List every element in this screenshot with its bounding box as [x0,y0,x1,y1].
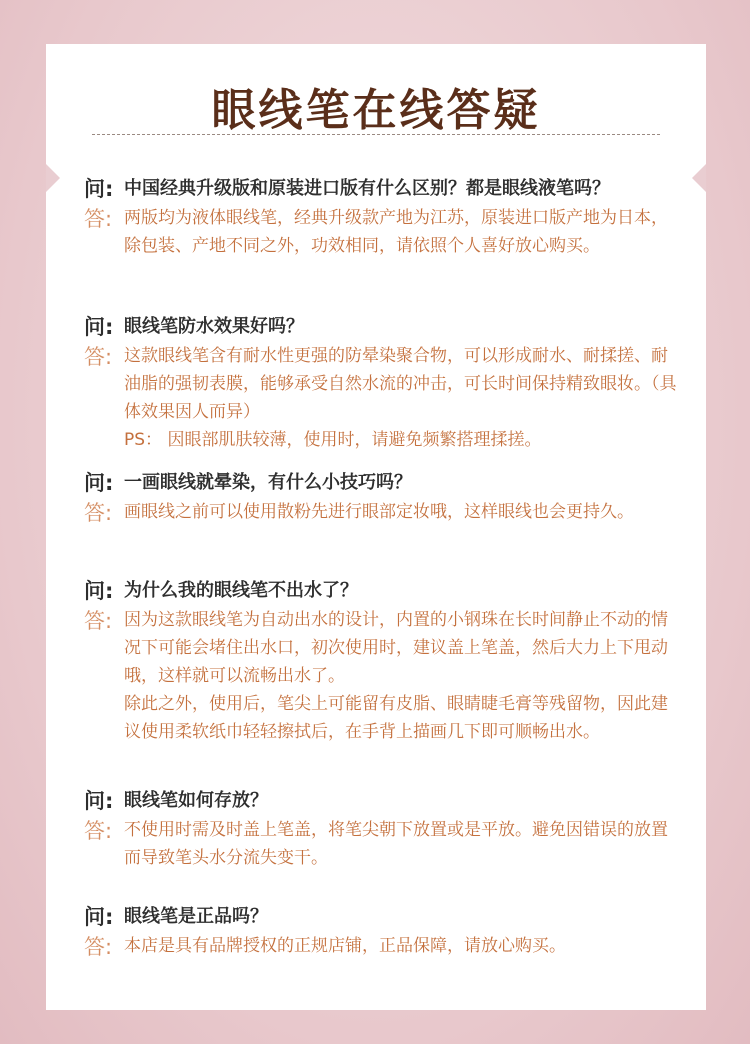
question-label: 问: [84,789,114,813]
answer-text-continued: 除此之外，使用后，笔尖上可能留有皮脂、眼睛睫毛膏等残留物，因此建议使用柔软纸巾轻轻擦拭后，在手背上描画几下即可顺畅出水。 [124,694,668,742]
answer-text: 不使用时需及时盖上笔盖，将笔尖朝下放置或是平放。避免因错误的放置而导致笔头水分流失变干。 [124,820,668,868]
answer-text: 这款眼线笔含有耐水性更强的防晕染聚合物，可以形成耐水、耐揉搓、耐油脂的强韧表膜，能够承受自然水流的冲击，可长时间保持精致眼妆。（具体效果因人而异） [124,346,677,422]
right-notch-decoration [692,164,706,192]
answer-label: 答: [84,609,113,633]
faq-item [84,902,684,962]
faq-item [84,312,684,454]
answer-text: 两版均为液体眼线笔，经典升级款产地为江苏，原装进口版产地为日本，除包装、产地不同之外，功效相同，请依照个人喜好放心购买。 [124,208,668,256]
answer-label: 答: [84,501,113,525]
question-label: 问: [84,315,114,339]
answer-text: 画眼线之前可以使用散粉先进行眼部定妆哦，这样眼线也会更持久。 [124,502,634,522]
question-text: 中国经典升级版和原装进口版有什么区别？都是眼线液笔吗？ [124,178,610,199]
page-title: 眼线笔在线答疑 [211,85,541,136]
question-label: 问: [84,471,114,495]
answer-text: 本店是具有品牌授权的正规店铺，正品保障，请放心购买。 [124,936,566,956]
faq-item [84,468,684,528]
answer-note: PS： 因眼部肌肤较薄，使用时，请避免频繁搭理揉搓。 [124,430,542,450]
faq-item [84,576,684,746]
left-notch-decoration [46,164,60,192]
answer-label: 答: [84,345,113,369]
question-label: 问: [84,579,114,603]
answer-text: 因为这款眼线笔为自动出水的设计，内置的小钢珠在长时间静止不动的情况下可能会堵住出水口，初次使用时，建议盖上笔盖，然后大力上下甩动哦，这样就可以流畅出水了。 [124,610,668,686]
faq-item [84,786,684,872]
question-text: 为什么我的眼线笔不出水了？ [124,580,358,601]
question-label: 问: [84,905,114,929]
dashed-divider [92,134,660,135]
question-text: 一画眼线就晕染，有什么小技巧吗？ [124,472,412,493]
question-text: 眼线笔如何存放？ [124,790,268,811]
question-text: 眼线笔是正品吗？ [124,906,268,927]
answer-label: 答: [84,207,113,231]
question-text: 眼线笔防水效果好吗？ [124,316,304,337]
faq-card [46,44,706,1010]
answer-label: 答: [84,819,113,843]
faq-item [84,174,684,260]
question-label: 问: [84,177,114,201]
answer-label: 答: [84,935,113,959]
